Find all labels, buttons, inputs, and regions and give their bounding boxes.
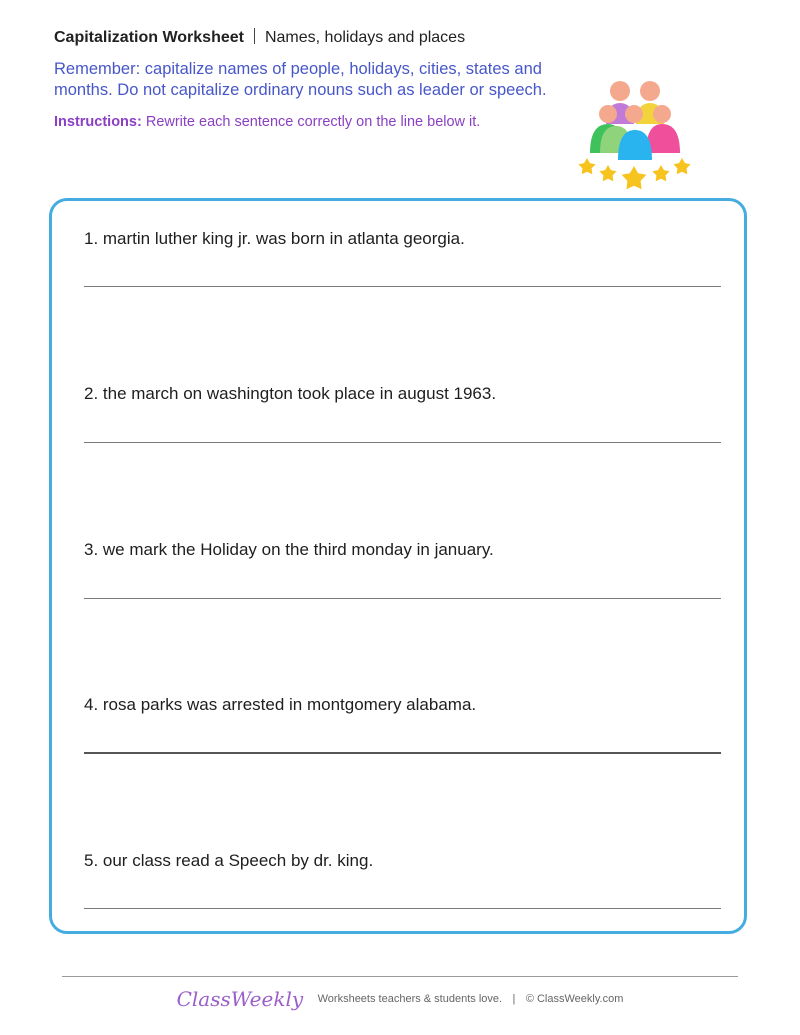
footer-divider (62, 976, 738, 977)
worksheet-title: Capitalization Worksheet (54, 29, 244, 46)
footer-copyright: © ClassWeekly.com (525, 993, 624, 1005)
answer-line-1[interactable] (84, 286, 721, 287)
reminder-text: Remember: capitalize names of people, holidays, cities, states and months. Do not capitalize ordinary nouns such as leader or speech. (54, 60, 547, 99)
answer-line-5[interactable] (84, 908, 721, 909)
question-5: 5. our class read a Speech by dr. king. (84, 851, 374, 870)
classweekly-logo: ClassWeekly (176, 987, 304, 1011)
footer (0, 987, 800, 1011)
title-separator (254, 28, 255, 44)
question-2: 2. the march on washington took place in august 1963. (84, 384, 497, 403)
instructions (54, 114, 480, 130)
footer-tagline: Worksheets teachers & students love. (317, 993, 503, 1005)
instructions-text: Rewrite each sentence correctly on the line below it. (145, 114, 481, 130)
worksheet-subtitle: Names, holidays and places (264, 29, 466, 46)
question-3: 3. we mark the Holiday on the third monday in january. (84, 540, 494, 559)
instructions-label: Instructions: (54, 114, 142, 130)
footer-separator: | (512, 993, 516, 1005)
answer-line-3[interactable] (84, 598, 721, 599)
worksheet-header (54, 28, 465, 47)
answer-line-4[interactable] (84, 752, 721, 754)
question-4: 4. rosa parks was arrested in montgomery alabama. (84, 695, 477, 714)
questions-box (49, 198, 747, 934)
question-1: 1. martin luther king jr. was born in atlanta georgia. (84, 229, 465, 248)
answer-line-2[interactable] (84, 442, 721, 443)
group-of-people-with-stars-icon (574, 76, 694, 198)
